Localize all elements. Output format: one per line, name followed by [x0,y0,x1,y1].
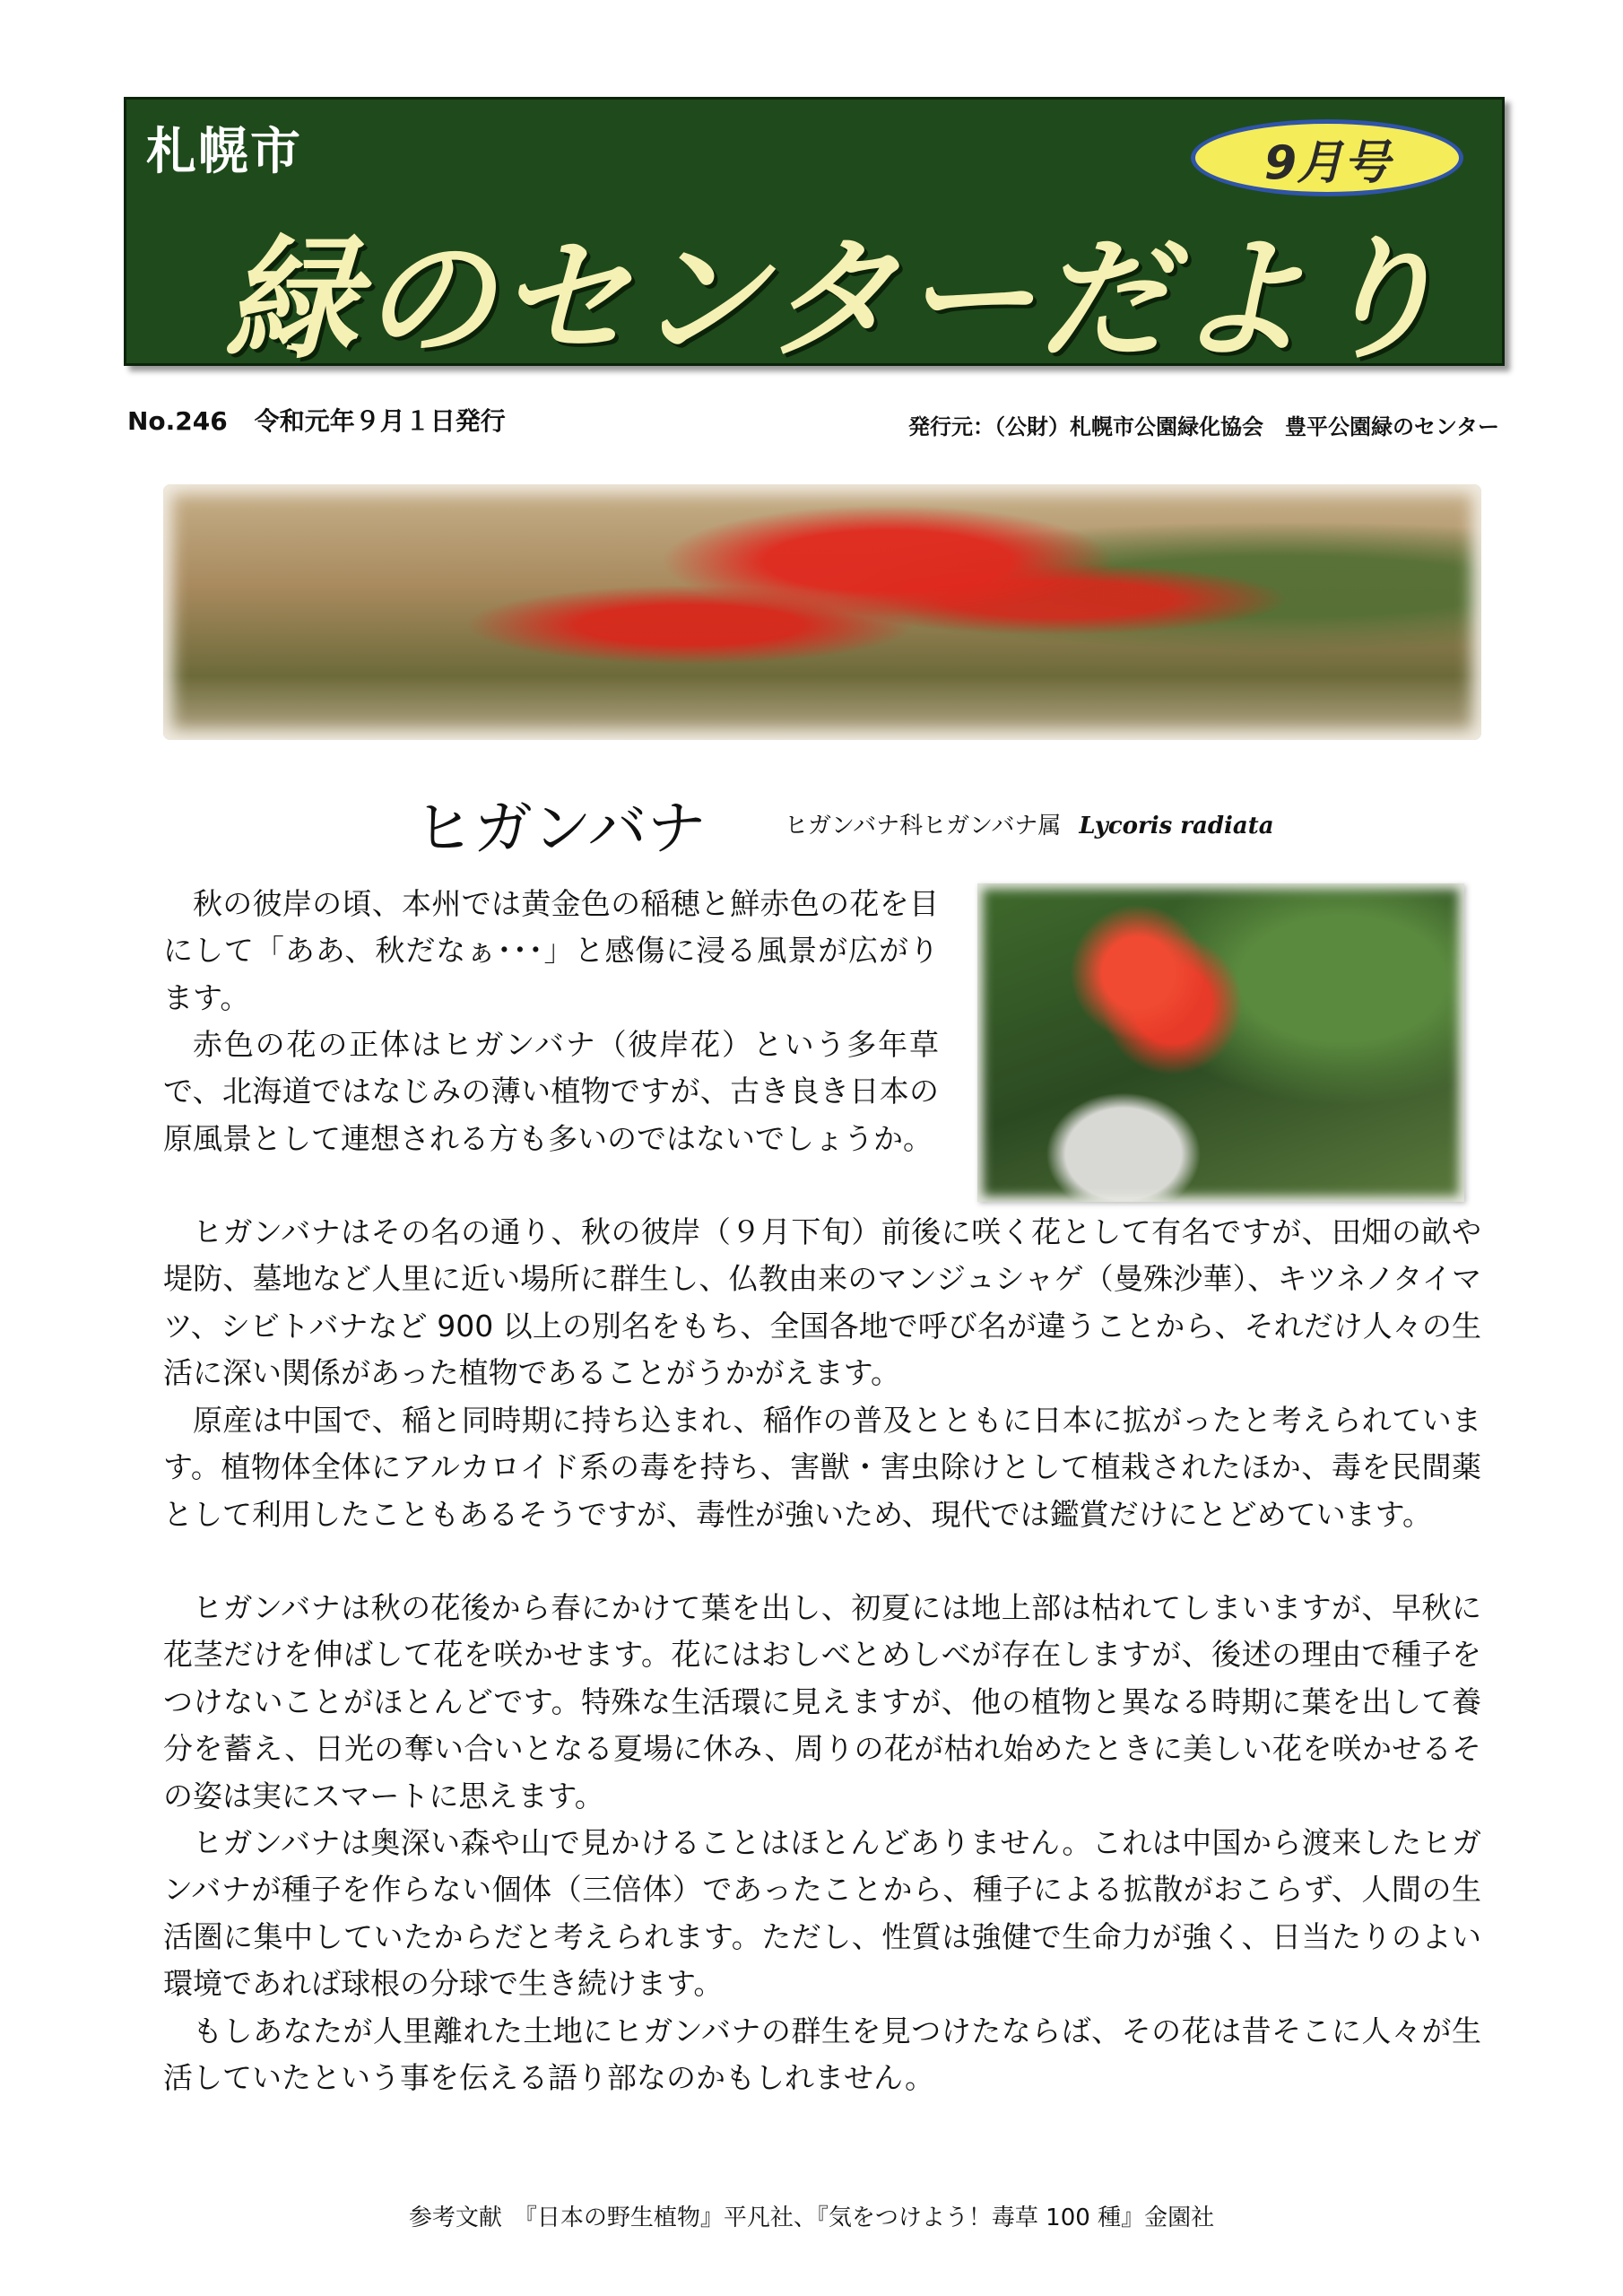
banner-photo-red-spider-lilies [163,484,1481,740]
publisher: 発行元：（公財）札幌市公園緑化協会 豊平公園緑のセンター [907,414,1499,439]
taxonomy-family: ヒガンバナ科ヒガンバナ属 [785,813,1062,839]
paragraph: ヒガンバナは秋の花後から春にかけて葉を出し、初夏には地上部は枯れてしまいますが、早秋に花茎だけを伸ばして花を咲かせます。花にはおしべとめしべが存在しますが、後述の理由で種子をつけないことがほとんどです。特殊な生活環に見えますが、他の植物と異なる時期に葉を出して養分を蓄え、日光の奪い合いとなる夏場に休み、周りの花が枯れ始めたときに美しい花を咲かせるその姿は実にスマートに思えます。 [163,1590,1481,1813]
paragraph: 原産は中国で、稲と同時期に持ち込まれ、稲作の普及とともに日本に拡がったと考えられています。植物体全体にアルカロイド系の毒を持ち、害獣・害虫除けとして植栽されたほか、毒を民間薬として利用したこともあるそうですが、毒性が強いため、現代では鑑賞だけにとどめています。 [163,1403,1481,1532]
city-name: 札幌市 [146,122,302,181]
newsletter-title: 緑のセンターだより [225,222,1447,377]
issue-badge: 9月号 [1191,119,1463,196]
paragraph: ヒガンバナはその名の通り、秋の彼岸（９月下旬）前後に咲く花として有名ですが、田畑の畝や堤防、墓地など人里に近い場所に群生し、仏教由来のマンジュシャゲ（曼殊沙華）、キツネノタイマツ、シビトバナなど 900 以上の別名をもち、全国各地で呼び名が違うことから、それだけ人々の生活に深い関係があった植物であることがうかがえます。 [163,1214,1481,1391]
taxonomy-line [785,807,1274,840]
paragraph: もしあなたが人里離れた土地にヒガンバナの群生を見つけたならば、その花は昔そこに人々が生活していたという事を伝える語り部なのかもしれません。 [163,2013,1481,2096]
masthead [124,97,1505,377]
paragraph: 赤色の花の正体はヒガンバナ（彼岸花）という多年草で、北海道ではなじみの薄い植物ですが、古き良き日本の原風景として連想される方も多いのではないでしょうか。 [163,1027,939,1156]
references: 参考文献 『日本の野生植物』平凡社、『気をつけよう！毒草 100 種』金園社 [408,2205,1215,2231]
flower-closeup-photo [977,883,1464,1202]
paragraph: ヒガンバナは奥深い森や山で見かけることはほとんどありません。これは中国から渡来したヒガンバナが種子を作らない個体（三倍体）であったことから、種子による拡散がおこらず、人間の生活圏に集中していたからだと考えられます。ただし、性質は強健で生命力が強く、日当たりのよい環境であれば球根の分球で生き続けます。 [163,1825,1481,2002]
issue-date: 令和元年９月１日発行 [254,406,506,436]
issue-info [127,402,533,438]
paragraph: 秋の彼岸の頃、本州では黄金色の稲穂と鮮赤色の花を目にして「ああ、秋だなぁ･･･」と感傷に浸る風景が広がります。 [163,886,939,1015]
scientific-name: Lycoris radiata [1079,813,1274,839]
article-heading: ヒガンバナ [414,794,707,863]
issue-number: No.246 [127,406,228,436]
